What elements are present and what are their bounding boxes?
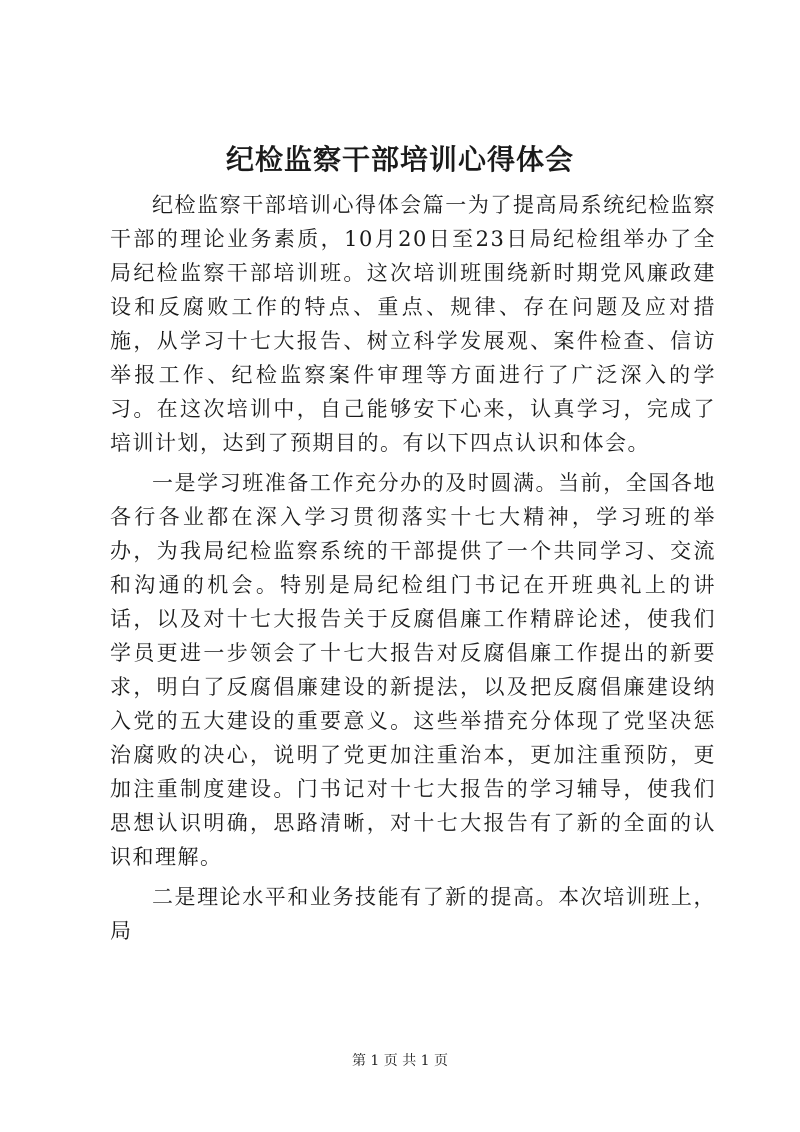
paragraph-2: 一是学习班准备工作充分办的及时圆满。当前，全国各地各行各业都在深入学习贯彻落实十七大精神，学习班的举办，为我局纪检监察系统的干部提供了一个共同学习、交流和沟通的机会。特别是局纪检组门书记在开班典礼上的讲话，以及对十七大报告关于反腐倡廉工作精辟论述，使我们学员更进一步领会了十七大报告对反腐倡廉工作提出的新要求，明白了反腐倡廉建设的新提法，以及把反腐倡廉建设纳入党的五大建设的重要意义。这些举措充分体现了党坚决惩治腐败的决心，说明了党更加注重治本，更加注重预防，更加注重制度建设。门书记对十七大报告的学习辅导，使我们思想认识明确，思路清晰，对十七大报告有了新的全面的认识和理解。 [110,471,716,869]
document-title: 纪检监察干部培训心得体会 [225,143,574,176]
paragraph-1: 纪检监察干部培训心得体会篇一为了提高局系统纪检监察干部的理论业务素质，10月20日至23日局纪检组举办了全局纪检监察干部培训班。这次培训班围绕新时期党风廉政建设和反腐败工作的特点、重点、规律、存在问题及应对措施，从学习十七大报告、树立科学发展观、案件检查、信访举报工作、纪检监察案件审理等方面进行了广泛深入的学习。在这次培训中，自己能够安下心来，认真学习，完成了培训计划，达到了预期目的。有以下四点认识和体会。 [110,193,716,455]
document-body [110,188,716,948]
page-number-footer: 第 1 页 共 1 页 [351,1053,449,1069]
paragraph-3: 二是理论水平和业务技能有了新的提高。本次培训班上，局 [110,885,716,943]
